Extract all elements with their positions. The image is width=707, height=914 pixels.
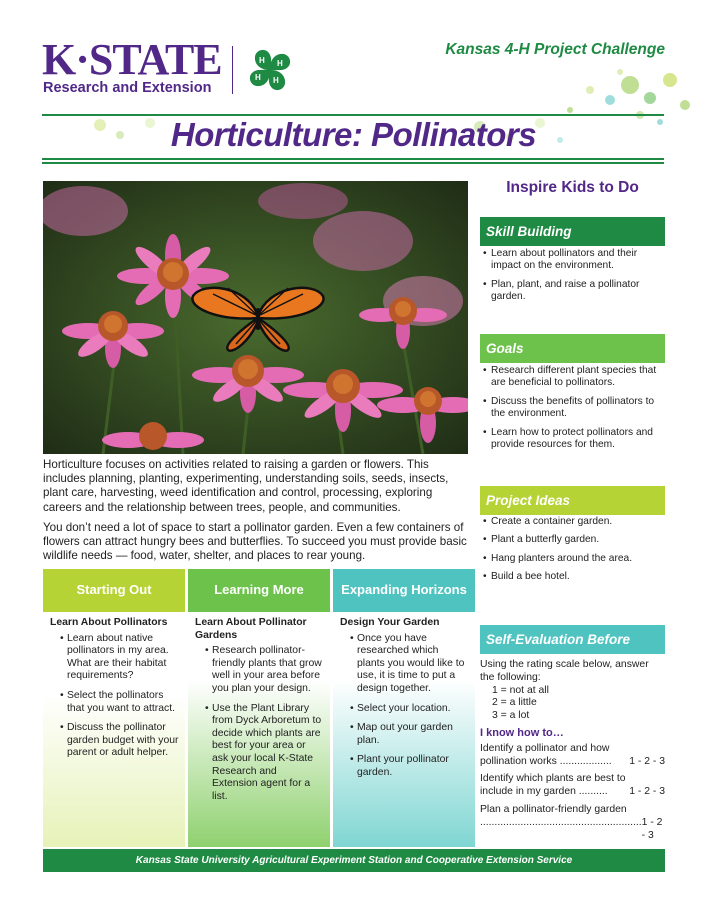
title-rule-bottom-1	[42, 158, 664, 160]
column-starting-out	[43, 569, 185, 847]
sidebar-heading: Inspire Kids to Do	[506, 179, 639, 196]
list-item: • Learn about pollinators and their impact on the environment.	[483, 248, 665, 273]
list-item: • Plant a butterfly garden.	[483, 534, 665, 546]
evaluation-question	[480, 773, 665, 799]
column-subheading: Design Your Garden	[340, 617, 440, 628]
column-body	[333, 612, 475, 847]
project-ideas-list	[480, 516, 665, 590]
scale-item: 1 = not at all	[492, 684, 549, 696]
list-item: • Research different plant species that are beneficial to pollinators.	[483, 365, 665, 390]
intro-paragraph-2: You don’t need a lot of space to start a pollinator garden. Even a few containers of flowers can attract hungry bees and butterflies. To succeed you must provide basic wildlife needs — food, water, shelter, and places to rear young.	[43, 520, 467, 563]
self-evaluation-bar: Self-Evaluation Before	[480, 625, 665, 654]
list-item: • Once you have researched which plants you would like to use, it is time to put a design together.	[350, 633, 469, 696]
page-title: Horticulture: Pollinators	[170, 116, 537, 153]
list-item: • Build a bee hotel.	[483, 571, 665, 583]
svg-text:H: H	[277, 59, 283, 68]
column-list	[195, 645, 324, 803]
column-subheading: Learn About Pollinators	[50, 617, 168, 628]
list-item: • Create a container garden.	[483, 516, 665, 528]
skill-building-list	[480, 248, 665, 310]
kstate-logo: K·STATE	[42, 35, 222, 84]
list-item: • Learn about native pollinators in my area. What are their habitat requirements?	[60, 633, 179, 683]
svg-text:H: H	[273, 76, 279, 85]
question-text: ........................................................	[480, 816, 642, 828]
i-know-how-label: I know how to…	[480, 726, 564, 739]
list-item: • Hang planters around the area.	[483, 553, 665, 565]
sidebar	[480, 176, 665, 841]
project-challenge-label: Kansas 4-H Project Challenge	[445, 41, 665, 58]
column-heading: Starting Out	[43, 569, 185, 612]
column-body	[188, 612, 330, 847]
kstate-logo-subtitle: Research and Extension	[43, 80, 212, 96]
logo-divider	[232, 46, 233, 94]
rating-options: 1 - 2 - 3	[629, 786, 665, 798]
project-ideas-bar: Project Ideas	[480, 486, 665, 515]
list-item: • Research pollinator-friendly plants that grow well in your area before you plan your design.	[205, 645, 324, 695]
title-rule-bottom-2	[42, 162, 664, 164]
question-text: include in my garden ..........	[480, 786, 608, 798]
rating-scale	[480, 685, 665, 723]
column-list	[50, 633, 179, 760]
goals-bar: Goals	[480, 334, 665, 363]
4h-clover-icon	[244, 44, 296, 96]
list-item: • Select the pollinators that you want to attract.	[60, 690, 179, 715]
question-text: Identify which plants are best to	[480, 773, 626, 785]
question-row	[480, 786, 665, 799]
question-text: pollination works ..................	[480, 755, 612, 767]
page-header	[0, 0, 707, 175]
list-item: • Learn how to protect pollinators and provide resources for them.	[483, 427, 665, 452]
footer-bar: Kansas State University Agricultural Experiment Station and Cooperative Extension Service	[43, 849, 665, 872]
column-expanding-horizons	[333, 569, 475, 847]
column-heading: Learning More	[188, 569, 330, 612]
list-item: • Discuss the pollinator garden budget with your parent or adult helper.	[60, 722, 179, 760]
goals-list	[480, 365, 665, 457]
skill-building-bar: Skill Building	[480, 217, 665, 246]
column-learning-more	[188, 569, 330, 847]
list-item: • Plant your pollinator garden.	[350, 754, 469, 779]
list-item: • Map out your garden plan.	[350, 722, 469, 747]
list-item: • Plan, plant, and raise a pollinator garden.	[483, 279, 665, 304]
column-subheading: Learn About Pollinator Gardens	[195, 617, 307, 641]
evaluation-question	[480, 743, 665, 769]
list-item: • Select your location.	[350, 703, 469, 716]
rating-options: 1 - 2 - 3	[641, 816, 663, 841]
list-item: • Use the Plant Library from Dyck Arboretum to decide which plants are best for your area or ask your local K-State Research and Extension agent for a list.	[205, 703, 324, 804]
question-row	[480, 817, 665, 843]
column-heading: Expanding Horizons	[333, 569, 475, 612]
scale-item: 3 = a lot	[492, 710, 530, 722]
self-evaluation	[480, 659, 665, 847]
evaluation-intro: Using the rating scale below, answer the following:	[480, 659, 649, 683]
question-text: Plan a pollinator-friendly garden	[480, 803, 627, 815]
svg-text:H: H	[255, 73, 261, 82]
rating-options: 1 - 2 - 3	[629, 755, 665, 767]
intro-paragraph-1: Horticulture focuses on activities related to raising a garden or flowers. This includes planning, planting, experimenting, understanding soils, seeds, insects, plant care, harvesting, weed identification and control, processing, exploring careers and the relationship between trees, people, and communities.	[43, 458, 449, 514]
learning-columns	[43, 569, 475, 847]
coneflower-butterfly-photo	[43, 181, 468, 454]
column-list	[340, 633, 469, 780]
question-row	[480, 756, 665, 769]
intro-text	[43, 458, 468, 569]
scale-item: 2 = a little	[492, 697, 537, 709]
list-item: • Discuss the benefits of pollinators to the environment.	[483, 396, 665, 421]
column-body	[43, 612, 185, 847]
svg-text:H: H	[259, 56, 265, 65]
evaluation-question	[480, 804, 665, 842]
question-text: Identify a pollinator and how	[480, 742, 610, 754]
